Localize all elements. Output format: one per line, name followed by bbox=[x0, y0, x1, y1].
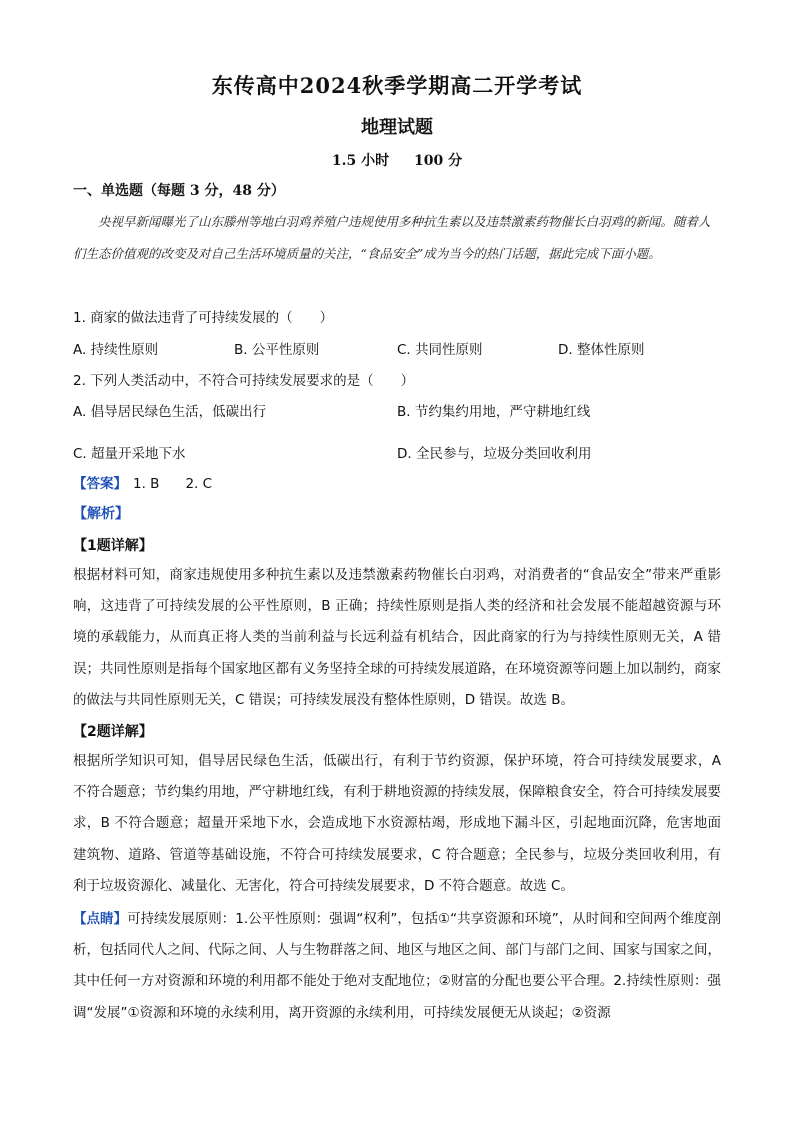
answer-2: 2. C bbox=[185, 476, 213, 492]
key-point-paragraph bbox=[73, 904, 721, 1029]
key-point-text: 可持续发展原则：1.公平性原则：强调“权利”，包括①“共享资源和环境”，从时间和空间两个维度剖析，包括同代人之间、代际之间、人与生物群落之间、地区与地区之间、部门与部门之间、国家与国家之间，其中任何一方对资源和环境的利用都不能处于绝对支配地位；②财富的分配也要公平合理。2.持续性原则：强调“发展”①资源和环境的永续利用，离开资源的永续利用，可持续发展便无从谈起；②资源 bbox=[73, 911, 721, 1021]
subject-title: 地理试题 bbox=[361, 117, 433, 138]
answer-line bbox=[73, 472, 212, 492]
q1-detail-heading: 【1题详解】 bbox=[73, 538, 153, 554]
exam-title: 东传高中2024秋季学期高二开学考试 bbox=[211, 73, 583, 98]
analysis-label: 【解析】 bbox=[73, 506, 129, 522]
exam-duration: 1.5 小时 bbox=[331, 153, 390, 169]
q1-detail-text: 根据材料可知，商家违规使用多种抗生素以及违禁激素药物催长白羽鸡，对消费者的“食品安全”带来严重影响，这违背了可持续发展的公平性原则，B 正确；持续性原则是指人类的经济和社会发展不能超越资源与环境的承载能力，从而真正将人类的当前利益与长远利益有机结合，因此商家的行为与持续性原则无关，A 错误；共同性原则是指每个国家地区都有义务坚持全球的可持续发展道路，在环境资源等问题上加以制约，商家的做法与共同性原则无关，C 错误；可持续发展没有整体性原则，D 错误。故选 B。 bbox=[73, 567, 721, 708]
q2-detail-text: 根据所学知识可知，倡导居民绿色生活，低碳出行，有利于节约资源，保护环境，符合可持续发展要求，A 不符合题意；节约集约用地，严守耕地红线，有利于耕地资源的持续发展，保障粮食安全，符合可持续发展要求，B 不符合题意；超量开采地下水，会造成地下水资源枯竭，形成地下漏斗区，引起地面沉降，危害地面建筑物、道路、管道等基础设施，不符合可持续发展要求，C 符合题意；全民参与，垃圾分类回收利用，有利于垃圾资源化、减量化、无害化，符合可持续发展要求，D 不符合题意。故选 C。 bbox=[73, 753, 721, 894]
q2-option-d: D. 全民参与，垃圾分类回收利用 bbox=[397, 446, 592, 462]
q2-option-b: B. 节约集约用地，严守耕地红线 bbox=[397, 404, 591, 420]
exam-score: 100 分 bbox=[414, 153, 463, 169]
q2-option-a: A. 倡导居民绿色生活，低碳出行 bbox=[73, 404, 267, 420]
q2-option-c: C. 超量开采地下水 bbox=[73, 446, 186, 462]
q1-option-a: A. 持续性原则 bbox=[73, 342, 159, 358]
question-1-stem: 1. 商家的做法违背了可持续发展的（ ） bbox=[73, 310, 334, 326]
material-text: 央视早新闻曝光了山东滕州等地白羽鸡养殖户违规使用多种抗生素以及违禁激素药物催长白羽鸡的新闻。随着人们生态价值观的改变及对自己生活环境质量的关注，“食品安全”成为当今的热门话题，据此完成下面小题。 bbox=[73, 214, 711, 261]
q1-option-b: B. 公平性原则 bbox=[234, 342, 320, 358]
q2-detail-heading: 【2题详解】 bbox=[73, 724, 153, 740]
section-heading: 一、单选题（每题 3 分，48 分） bbox=[73, 183, 285, 199]
key-point-label: 【点睛】 bbox=[73, 911, 128, 927]
answer-label: 【答案】 bbox=[73, 476, 127, 492]
exam-meta bbox=[0, 150, 794, 170]
answer-1: 1. B bbox=[133, 476, 160, 492]
q1-option-d: D. 整体性原则 bbox=[558, 342, 645, 358]
q1-option-c: C. 共同性原则 bbox=[397, 342, 483, 358]
question-2-stem: 2. 下列人类活动中，不符合可持续发展要求的是（ ） bbox=[73, 373, 415, 389]
